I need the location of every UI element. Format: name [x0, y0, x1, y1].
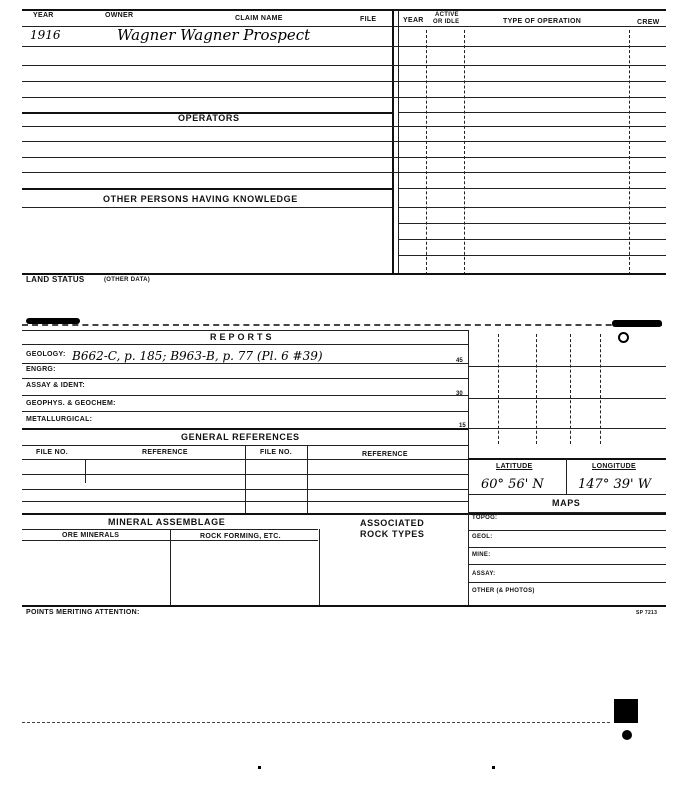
topog-label: TOPOG:: [472, 515, 498, 521]
mineral-top-rule: [22, 513, 666, 515]
grid-line: [468, 428, 666, 429]
line-number-30: 30: [456, 391, 463, 397]
ruled-line: [398, 112, 666, 113]
ruled-line: [398, 223, 666, 224]
entry-owner-claim: Wagner Wagner Prospect: [117, 26, 311, 44]
line-number-15: 15: [459, 423, 466, 429]
associated-heading: ASSOCIATED: [360, 518, 425, 528]
ruled-line: [22, 172, 666, 173]
mine-label: MINE:: [472, 552, 491, 558]
other-persons-heading: OTHER PERSONS HAVING KNOWLEDGE: [103, 194, 298, 204]
grid-line: [468, 366, 666, 367]
top-border: [22, 9, 666, 11]
metallurgical-label: METALLURGICAL:: [26, 416, 93, 423]
operators-heading: OPERATORS: [178, 113, 240, 123]
ruled-line: [22, 188, 392, 190]
registration-mark-icon: [614, 699, 638, 723]
owner-header: OWNER: [105, 12, 134, 19]
ruled-line: [22, 363, 468, 364]
ruled-line: [398, 188, 666, 189]
speck: [492, 766, 495, 769]
ore-minerals-label: ORE MINERALS: [62, 532, 120, 539]
geol-label: GEOL:: [472, 534, 493, 540]
ruled-line: [22, 378, 468, 379]
reports-top-rule: [22, 324, 662, 326]
form-code: SP 7213: [636, 610, 658, 616]
ref-divider: [307, 445, 308, 513]
grid-line: [468, 530, 666, 531]
year-header: YEAR: [33, 12, 54, 19]
grid-line: [468, 582, 666, 583]
mineral-assemblage-heading: MINERAL ASSEMBLAGE: [108, 517, 226, 527]
ref-divider: [245, 445, 246, 513]
bottom-dotted-rule: [22, 722, 610, 723]
ruled-line: [398, 255, 666, 256]
land-status-rule: [22, 273, 666, 275]
engrg-label: ENGRG:: [26, 366, 56, 373]
latitude-label: LATITUDE: [496, 463, 533, 470]
ruled-line: [398, 207, 666, 208]
land-status-label: LAND STATUS: [26, 275, 85, 284]
land-status-sub: (OTHER DATA): [104, 277, 151, 283]
ruled-line: [22, 501, 468, 502]
punch-hole-icon: [622, 730, 632, 740]
general-references-heading: GENERAL REFERENCES: [181, 432, 300, 442]
ruled-line: [22, 157, 666, 158]
ink-blot: [612, 320, 662, 327]
reports-title-rule: [22, 344, 468, 345]
ruled-line: [22, 489, 468, 490]
ref-col-reference: REFERENCE: [142, 449, 188, 456]
points-meriting-attention-label: POINTS MERITING ATTENTION:: [26, 609, 140, 616]
other-photos-label: OTHER (& PHOTOS): [472, 588, 535, 594]
latitude-value: 60° 56' N: [481, 477, 544, 492]
reports-box-top: [22, 330, 468, 331]
ref-col-file-no: FILE NO.: [36, 449, 68, 456]
file-column-divider: [392, 10, 394, 275]
ink-blot: [26, 318, 80, 324]
rock-forming-label: ROCK FORMING, ETC.: [200, 533, 281, 540]
ruled-line: [22, 46, 666, 47]
mineral-divider: [319, 529, 320, 606]
grid-line: [468, 512, 666, 513]
grid-line: [468, 564, 666, 565]
speck: [258, 766, 261, 769]
ruled-line: [22, 141, 666, 142]
ruled-line: [22, 126, 666, 127]
mineral-divider: [170, 529, 171, 606]
ref-col-reference-2: REFERENCE: [362, 451, 408, 458]
ref-col-file-no-2: FILE NO.: [260, 449, 292, 456]
ruled-line: [398, 239, 666, 240]
rock-types-heading: ROCK TYPES: [360, 529, 425, 539]
ref-divider: [85, 459, 86, 483]
year2-header: YEAR: [403, 17, 424, 24]
type-of-operation-header: TYPE OF OPERATION: [503, 18, 582, 25]
ruled-line: [22, 474, 468, 475]
geology-label: GEOLOGY:: [26, 351, 66, 358]
grid-line: [468, 547, 666, 548]
idle-header: OR IDLE: [433, 19, 460, 25]
year-column-divider: [398, 10, 399, 275]
reports-heading: REPORTS: [210, 332, 275, 342]
points-top-rule: [22, 605, 666, 607]
lat-long-divider: [566, 458, 567, 494]
longitude-value: 147° 39' W: [578, 477, 652, 492]
ruled-line: [22, 65, 666, 66]
assay-label: ASSAY & IDENT:: [26, 382, 86, 389]
maps-heading: MAPS: [552, 498, 581, 508]
reports-bottom-rule: [22, 428, 468, 430]
crew-header: CREW: [637, 19, 660, 26]
file-header: FILE: [360, 16, 377, 23]
geophys-label: GEOPHYS. & GEOCHEM:: [26, 400, 116, 407]
ruled-line: [22, 97, 666, 98]
claim-name-header: CLAIM NAME: [235, 15, 283, 22]
grid-line: [468, 398, 666, 399]
grid-bottom: [468, 458, 666, 460]
entry-year: 1916: [30, 28, 61, 42]
ruled-line: [22, 395, 468, 396]
active-header: ACTIVE: [435, 12, 459, 18]
longitude-label: LONGITUDE: [592, 463, 636, 470]
ruled-line: [22, 81, 666, 82]
grid-line: [468, 494, 666, 495]
ruled-line: [22, 411, 468, 412]
punch-hole-icon: [618, 332, 629, 343]
ruled-line: [22, 207, 392, 208]
line-number-45: 45: [456, 358, 463, 364]
geology-value: B662-C, p. 185; B963-B, p. 77 (Pl. 6 #39): [72, 349, 323, 363]
assay-map-label: ASSAY:: [472, 571, 496, 577]
